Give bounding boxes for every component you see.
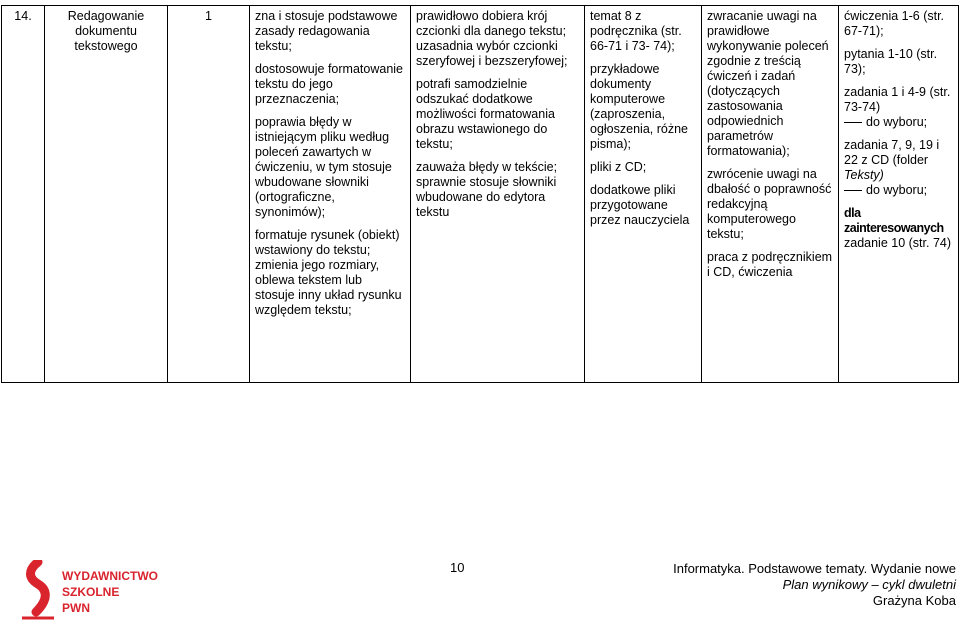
teaching-aids bbox=[585, 6, 702, 383]
list-item: poprawia błędy w istniejącym pliku według poleceń zawartych w ćwiczeniu, w tym stosuje wbudowane słowniki (ortograficzne, synonimów); bbox=[255, 115, 392, 219]
table-row bbox=[2, 6, 959, 383]
dash-line bbox=[844, 122, 862, 123]
list-item: prawidłowo dobiera krój czcionki dla danego tekstu; uzasadnia wybór czcionki szeryfowej i bezszeryfowej; bbox=[416, 9, 568, 68]
list-item: zauważa błędy w tekście; sprawnie stosuje słowniki wbudowane do edytora tekstu bbox=[416, 160, 558, 219]
svg-text:WYDAWNICTWO: WYDAWNICTWO bbox=[62, 569, 158, 583]
list-item: zwrócenie uwagi na dbałość o poprawność redakcyjną komputerowego tekstu; bbox=[707, 167, 832, 241]
svg-text:PWN: PWN bbox=[62, 601, 90, 615]
list-item: dla zainteresowanych zadanie 10 (str. 74) bbox=[844, 206, 952, 250]
list-item: pytania 1-10 (str. 73); bbox=[844, 47, 938, 76]
teaching-procedures bbox=[702, 6, 839, 383]
list-item: ćwiczenia 1-6 (str. 67-71); bbox=[844, 9, 945, 38]
svg-text:SZKOLNE: SZKOLNE bbox=[62, 585, 120, 599]
list-item: zadania 7, 9, 19 i 22 z CD (folder Teksty) do wyboru; bbox=[844, 138, 940, 197]
extended-requirements bbox=[411, 6, 585, 383]
plan-table bbox=[1, 5, 959, 383]
lesson-hours: 1 bbox=[168, 6, 250, 383]
list-item: dodatkowe pliki przygotowane przez nauczyciela bbox=[590, 183, 690, 227]
page-number: 10 bbox=[450, 560, 465, 575]
list-item: dostosowuje formatowanie tekstu do jego przeznaczenia; bbox=[255, 62, 403, 106]
lesson-number: 14. bbox=[2, 6, 45, 383]
list-item: temat 8 z podręcznika (str. 66-71 i 73- 74); bbox=[590, 9, 682, 53]
list-item: przykładowe dokumenty komputerowe (zaproszenia, ogłoszenia, różne pisma); bbox=[590, 62, 688, 151]
list-item: formatuje rysunek (obiekt) wstawiony do tekstu; zmienia jego rozmiary, oblewa tekstem lub stosuje inny układ rysunku względem tekstu; bbox=[255, 228, 402, 317]
list-item: praca z podręcznikiem i CD, ćwiczenia bbox=[707, 250, 833, 279]
exercises bbox=[839, 6, 959, 383]
list-item: zwracanie uwagi na prawidłowe wykonywanie poleceń zgodnie z treścią ćwiczeń i zadań (dotyczących zastosowania odpowiednich parametrów formatowania); bbox=[707, 9, 829, 158]
lesson-topic: Redagowanie dokumentu tekstowego bbox=[45, 6, 168, 383]
list-item: zadania 1 i 4-9 (str. 73-74) do wyboru; bbox=[844, 85, 951, 129]
page-footer bbox=[0, 540, 960, 620]
list-item: potrafi samodzielnie odszukać dodatkowe możliwości formatowania obrazu wstawionego do tekstu; bbox=[416, 77, 555, 151]
basic-requirements bbox=[250, 6, 411, 383]
publisher-logo bbox=[20, 560, 170, 620]
footer-credits: Informatyka. Podstawowe tematy. Wydanie nowe Plan wynikowy – cykl dwuletni Grażyna Koba bbox=[673, 561, 956, 608]
dash-line bbox=[844, 190, 862, 191]
list-item: zna i stosuje podstawowe zasady redagowania tekstu; bbox=[255, 9, 398, 53]
list-item: pliki z CD; bbox=[590, 160, 647, 174]
